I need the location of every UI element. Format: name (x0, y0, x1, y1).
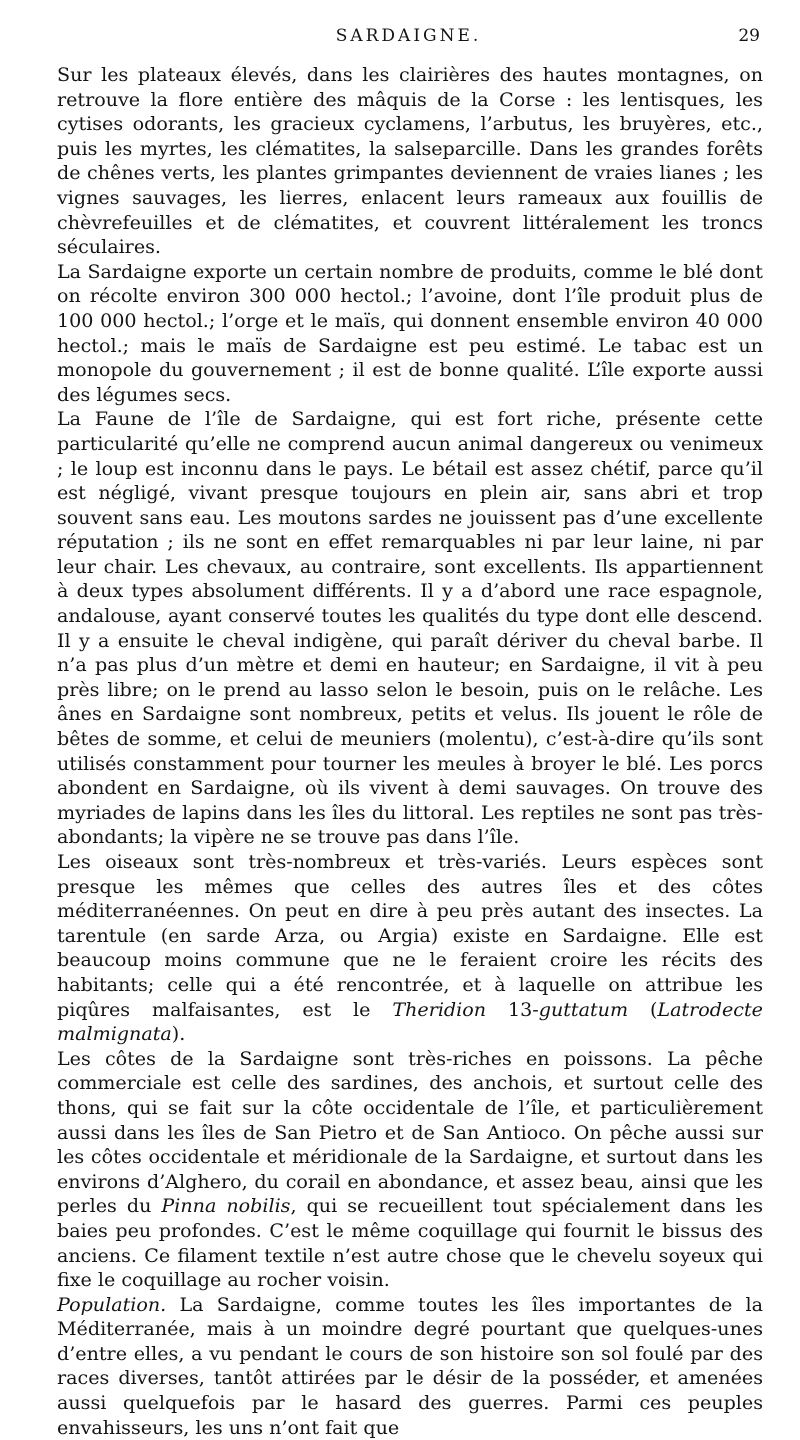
population-text: La Sardaigne, comme toutes les îles importantes de la Méditerranée, mais à un moindre degré pourtant que quelques-unes d’entre elles, a vu pendant le cours de son histoire son sol foulé par des races diverses, tantôt attirées par le désir de la posséder, et amenées aussi quelquefois par le hasard des guerres. Parmi ces peuples envahisseurs, les uns n’ont fait que (57, 1292, 763, 1439)
paragraph-fishing (57, 1047, 763, 1293)
paragraph-fauna: La Faune de l’île de Sardaigne, qui est fort riche, présente cette particularité qu’elle ne comprend aucun animal dangereux ou venimeux ; le loup est inconnu dans le pays. Le bétail est assez chétif, parce qu’il est négligé, vivant presque toujours en plein air, sans abri et trop souvent sans eau. Les moutons sardes ne jouissent pas d’une excellente réputation ; ils ne sont en effet remarquables ni par leur laine, ni par leur chair. Les chevaux, au contraire, sont excellents. Ils appartiennent à deux types absolument différents. Il y a d’abord une race espagnole, andalouse, ayant conservé toutes les qualités du type dont elle descend. Il y a ensuite le cheval indigène, qui paraît dériver du cheval barbe. Il n’a pas plus d’un mètre et demi en hauteur; en Sardaigne, il vit à peu près libre; on le prend au lasso selon le besoin, puis on le relâche. Les ânes en Sardaigne sont nombreux, petits et velus. Ils jouent le rôle de bêtes de somme, et celui de meuniers (molentu), c’est-à-dire qu’ils sont utilisés constamment pour tourner les meules à broyer le blé. Les porcs abondent en Sardaigne, où ils vivent à demi sauvages. On trouve des myriades de lapins dans les îles du littoral. Les reptiles ne sont pas très-abondants; la vipère ne se trouve pas dans l’île. (57, 407, 763, 849)
birds-text-before: Les oiseaux sont très-nombreux et très-variés. Leurs espèces sont presque les mêmes que celles des autres îles et des côtes méditerranéennes. On peut en dire à peu près autant des insectes. La tarentule (en sarde Arza, ou Argia) existe en Sardaigne. Elle est beaucoup moins commune que ne le feraient croire les récits des habitants; celle qui a été rencontrée, et à laquelle on attribue les piqûres malfaisantes, est le (57, 850, 763, 1021)
birds-text-middle-2: ( (628, 997, 658, 1021)
birds-text-middle: 13- (486, 997, 539, 1021)
page-number: 29 (738, 26, 760, 46)
population-heading: Population. (57, 1292, 167, 1316)
fishing-text-before: Les côtes de la Sardaigne sont très-riches en poissons. La pêche commerciale est celle des sardines, des anchois, et surtout celle des thons, qui se fait sur la côte occidentale de l’île, et particulièrement aussi dans les îles de San Pietro et de San Antioco. On pêche aussi sur les côtes occidentale et méridionale de la Sardaigne, et surtout dans les environs d’Alghero, du corail en abondance, et assez beau, ainsi que les perles du (57, 1046, 763, 1218)
paragraph-birds-insects (57, 850, 763, 1047)
pinna-nobilis: Pinna nobilis (161, 1194, 291, 1218)
fishing-text-after: , qui se recueillent tout spécialement dans les baies peu profondes. C’est le même coquillage qui fournit le bissus des anciens. Ce filament textile n’est autre chose que le chevelu soyeux qui fixe le coquillage au rocher voisin. (57, 1194, 763, 1292)
paragraph-exports: La Sardaigne exporte un certain nombre de produits, comme le blé dont on récolte environ 300 000 hectol.; l’avoine, dont l’île produit plus de 100 000 hectol.; l’orge et le maïs, qui donnent ensemble environ 40 000 hectol.; mais le maïs de Sardaigne est peu estimé. Le tabac est un monopole du gouvernement ; il est de bonne qualité. L’île exporte aussi des légumes secs. (57, 259, 763, 406)
paragraph-flora: Sur les plateaux élevés, dans les clairières des hautes montagnes, on retrouve la flore entière des mâquis de la Corse : les lentisques, les cytises odorants, les gracieux cyclamens, l’arbutus, les bruyères, etc., puis les myrtes, les clématites, la salseparcille. Dans les grandes forêts de chênes verts, les plantes grimpantes deviennent de vraies lianes ; les vignes sauvages, les lierres, enlacent leurs rameaux aux fouillis de chèvrefeuilles et de clématites, et couvrent littéralement les troncs séculaires. (57, 63, 763, 259)
body-text (57, 63, 763, 1440)
birds-text-after: ). (171, 1022, 186, 1046)
species-genus: Theridion (392, 997, 487, 1021)
page-header (57, 26, 760, 52)
running-title: SARDAIGNE. (335, 26, 482, 46)
paragraph-population (57, 1293, 763, 1440)
species-epithet: guttatum (538, 997, 629, 1021)
species-synonym: Latrodecte malmignata (57, 997, 763, 1046)
